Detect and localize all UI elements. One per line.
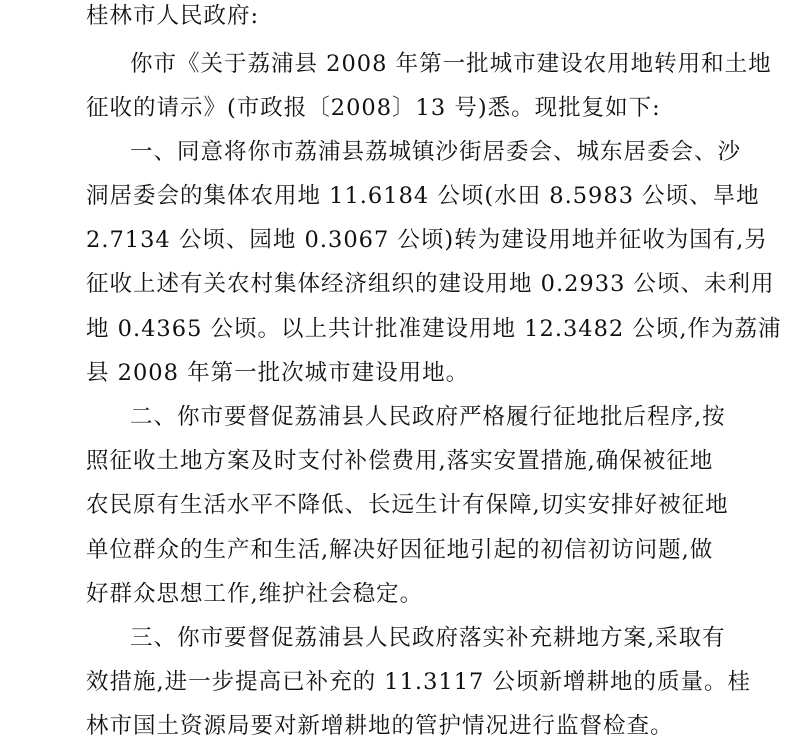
item-two-line-5: 好群众思想工作,维护社会稳定。 bbox=[86, 581, 424, 607]
item-one-line-2: 洞居委会的集体农用地 11.6184 公顷(水田 8.5983 公顷、旱地 bbox=[86, 183, 760, 209]
intro-line-1: 你市《关于荔浦县 2008 年第一批城市建设农用地转用和土地 bbox=[130, 51, 772, 77]
item-one-line-3: 2.7134 公顷、园地 0.3067 公顷)转为建设用地并征收为国有,另 bbox=[86, 227, 768, 253]
item-three-line-2: 效措施,进一步提高已补充的 11.3117 公顷新增耕地的质量。桂 bbox=[86, 669, 752, 695]
salutation: 桂林市人民政府: bbox=[86, 3, 260, 29]
item-two-line-4: 单位群众的生产和生活,解决好因征地引起的初信初访问题,做 bbox=[86, 537, 714, 563]
intro-line-2: 征收的请示》(市政报〔2008〕13 号)悉。现批复如下: bbox=[86, 95, 661, 121]
item-one-line-6: 县 2008 年第一批次城市建设用地。 bbox=[86, 360, 470, 386]
item-two-line-1: 二、你市要督促荔浦县人民政府严格履行征地批后程序,按 bbox=[130, 404, 726, 430]
item-three-line-1: 三、你市要督促荔浦县人民政府落实补充耕地方案,采取有 bbox=[130, 625, 726, 651]
item-three-line-3: 林市国土资源局要对新增耕地的管护情况进行监督检查。 bbox=[86, 713, 674, 739]
item-one-line-1: 一、同意将你市荔浦县荔城镇沙街居委会、城东居委会、沙 bbox=[130, 139, 742, 165]
item-one-line-5: 地 0.4365 公顷。以上共计批准建设用地 12.3482 公顷,作为荔浦 bbox=[86, 316, 782, 342]
item-two-line-2: 照征收土地方案及时支付补偿费用,落实安置措施,确保被征地 bbox=[86, 448, 714, 474]
item-two-line-3: 农民原有生活水平不降低、长远生计有保障,切实安排好被征地 bbox=[86, 492, 729, 518]
item-one-line-4: 征收上述有关农村集体经济组织的建设用地 0.2933 公顷、未利用 bbox=[86, 271, 775, 297]
